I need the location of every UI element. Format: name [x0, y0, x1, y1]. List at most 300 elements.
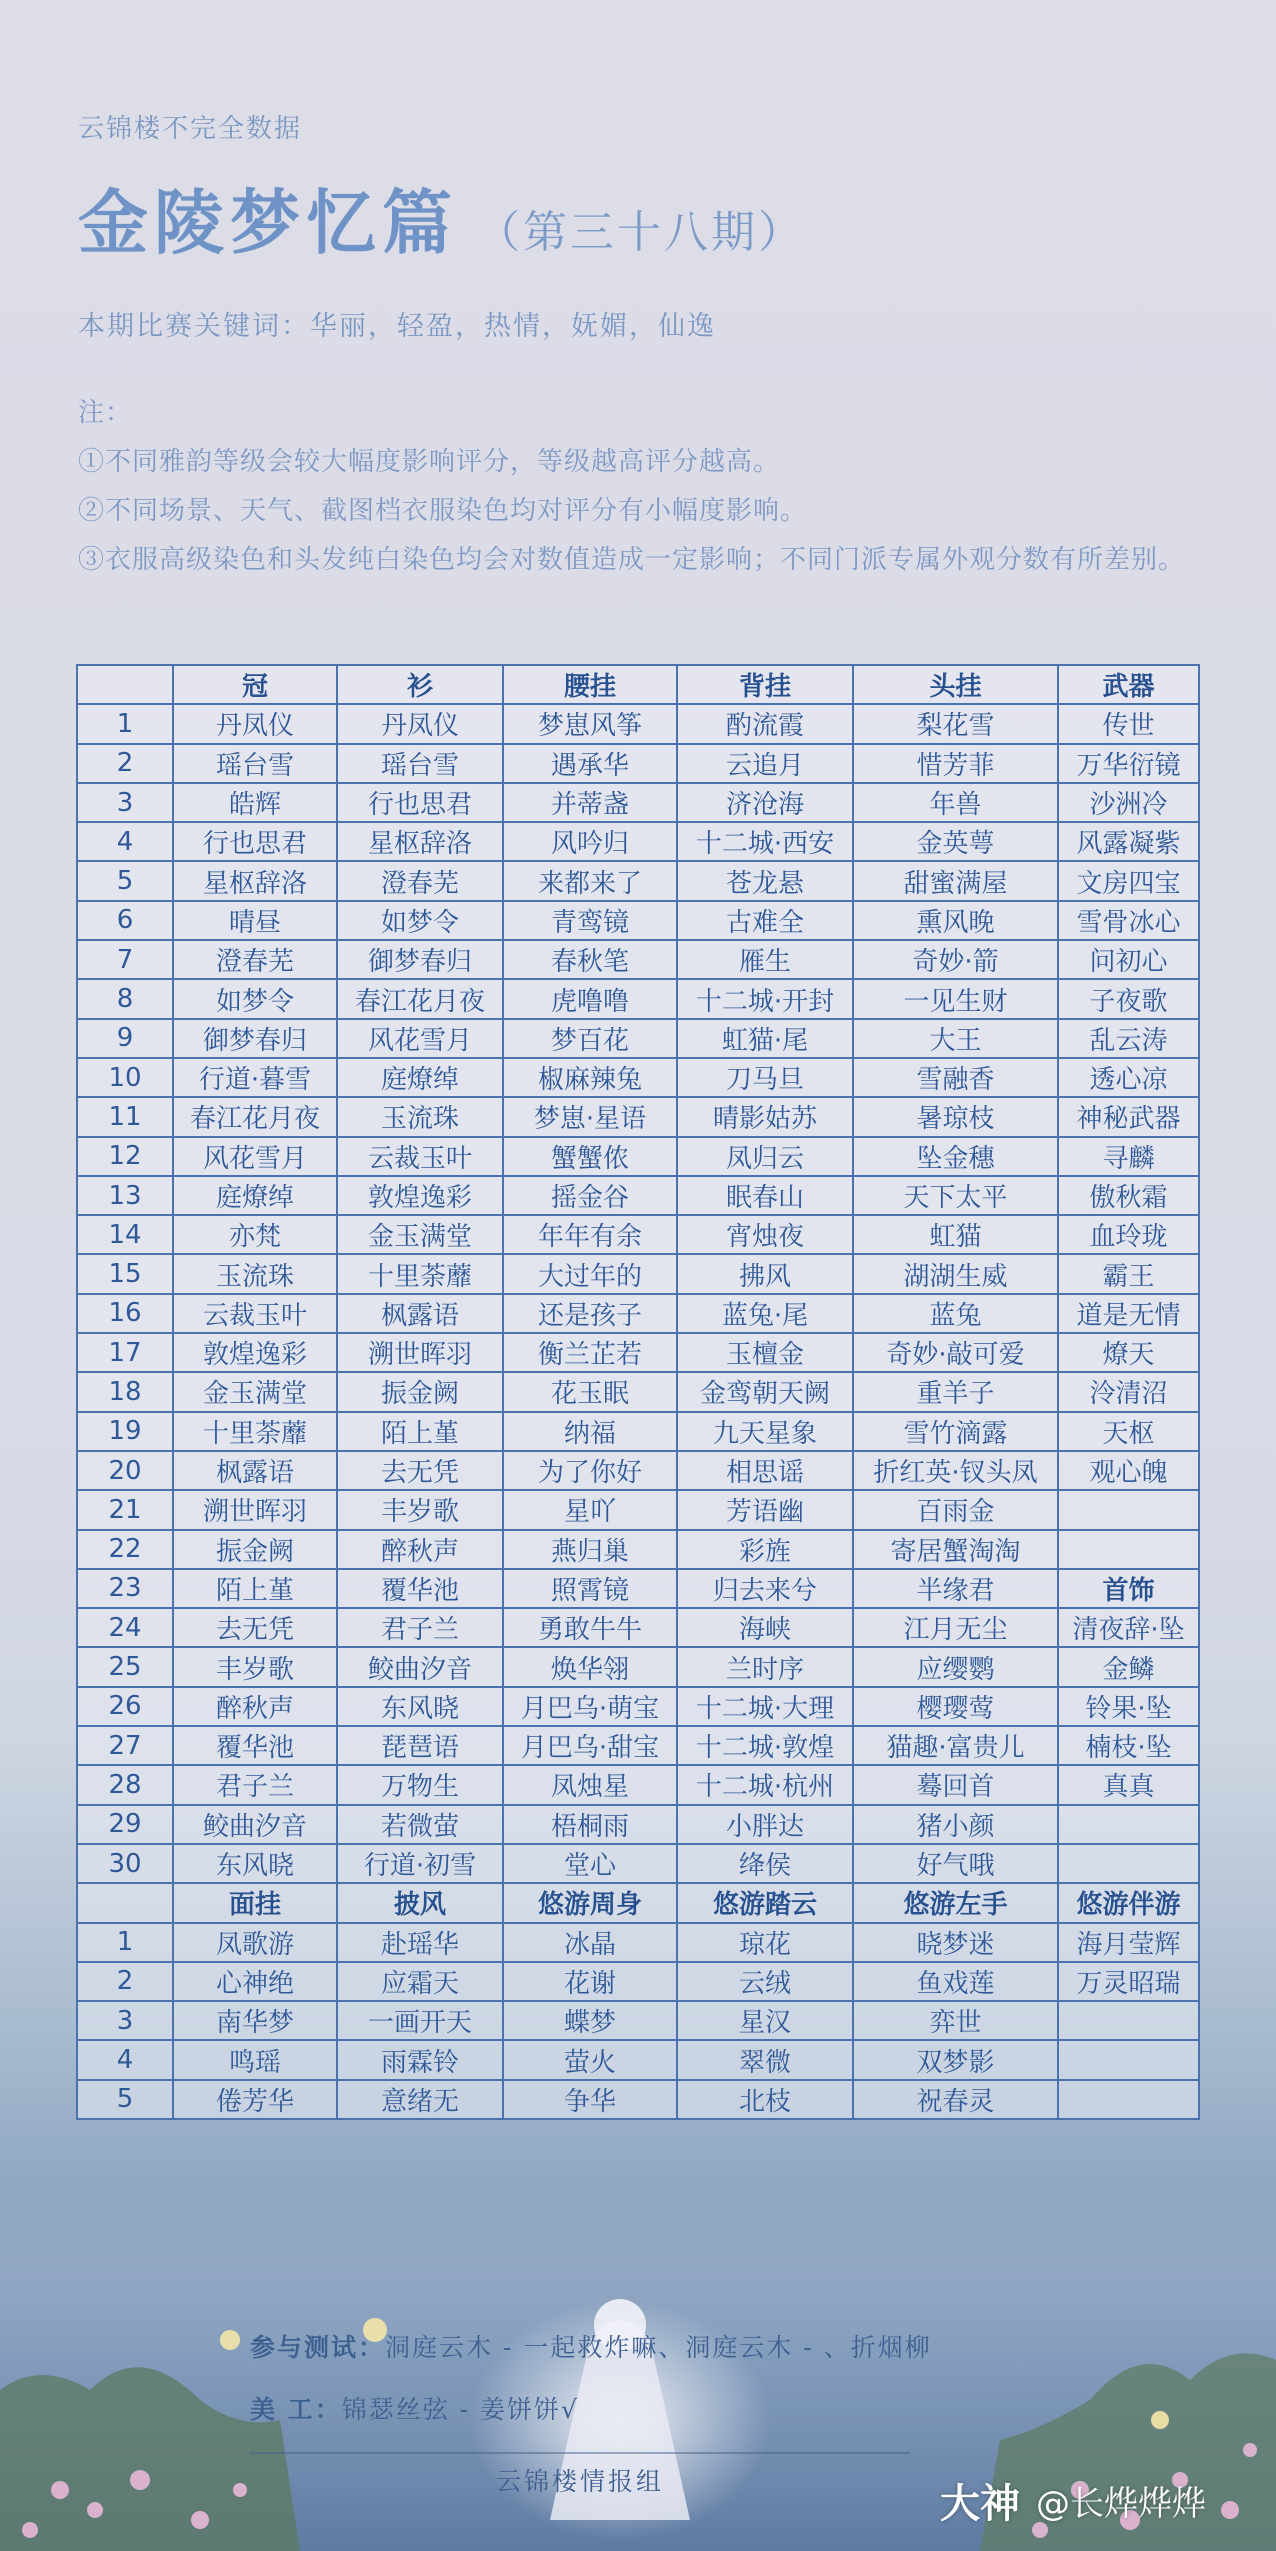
item-cell: 一见生财 — [853, 979, 1058, 1018]
note-item-2: ②不同场景、天气、截图档衣服染色均对评分有小幅度影响。 — [78, 496, 808, 526]
main-table-row — [77, 1687, 1199, 1726]
item-cell: 如梦令 — [173, 979, 337, 1018]
main-table-header-cell: 衫 — [337, 665, 503, 704]
item-cell: 花玉眠 — [503, 1372, 677, 1411]
item-cell: 血玲珑 — [1058, 1215, 1199, 1254]
item-cell: 庭燎绰 — [337, 1058, 503, 1097]
rank-cell: 4 — [77, 822, 173, 861]
item-cell: 金玉满堂 — [173, 1372, 337, 1411]
main-table-row — [77, 704, 1199, 743]
main-table-row — [77, 1097, 1199, 1136]
item-cell: 琵琶语 — [337, 1726, 503, 1765]
item-cell: 风吟归 — [503, 822, 677, 861]
rank-cell: 2 — [77, 744, 173, 783]
item-cell: 天枢 — [1058, 1412, 1199, 1451]
rank-cell: 9 — [77, 1019, 173, 1058]
rank-cell: 25 — [77, 1647, 173, 1686]
item-cell: 道是无情 — [1058, 1294, 1199, 1333]
item-cell: 行也思君 — [173, 822, 337, 861]
item-cell: 蓝兔·尾 — [677, 1294, 853, 1333]
rank-cell: 14 — [77, 1215, 173, 1254]
rank-cell: 21 — [77, 1490, 173, 1529]
item-cell: 问初心 — [1058, 940, 1199, 979]
item-cell: 春秋笔 — [503, 940, 677, 979]
item-cell: 十里荼蘼 — [173, 1412, 337, 1451]
item-cell: 枫露语 — [173, 1451, 337, 1490]
item-cell: 并蒂盏 — [503, 783, 677, 822]
test-credits — [250, 2328, 1070, 2364]
item-cell: 云裁玉叶 — [337, 1137, 503, 1176]
item-cell: 庭燎绰 — [173, 1176, 337, 1215]
item-cell: 古难全 — [677, 901, 853, 940]
item-cell: 十里荼蘼 — [337, 1254, 503, 1293]
rank-cell: 19 — [77, 1412, 173, 1451]
item-cell: 梦崽风筝 — [503, 704, 677, 743]
item-cell: 萤火 — [503, 2040, 677, 2079]
item-cell: 奇妙·箭 — [853, 940, 1058, 979]
item-cell: 覆华池 — [173, 1726, 337, 1765]
rank-cell: 4 — [77, 2040, 173, 2079]
item-cell: 寻麟 — [1058, 1137, 1199, 1176]
rank-cell: 13 — [77, 1176, 173, 1215]
main-table-row — [77, 1137, 1199, 1176]
main-table-row — [77, 744, 1199, 783]
notes-label: 注： — [78, 398, 133, 428]
rank-cell: 23 — [77, 1569, 173, 1608]
item-cell: 星枢辞洛 — [173, 861, 337, 900]
item-cell: 翠微 — [677, 2040, 853, 2079]
extra-table-header-row — [77, 1883, 1199, 1922]
staff-credits-value: 锦瑟丝弦 - 姜饼饼√ — [341, 2395, 579, 2424]
item-cell — [1058, 2001, 1199, 2040]
item-cell: 梦百花 — [503, 1019, 677, 1058]
rank-cell: 8 — [77, 979, 173, 1018]
item-cell: 花谢 — [503, 1962, 677, 2001]
ranking-table-body — [77, 665, 1199, 2119]
item-cell: 月巴乌·甜宝 — [503, 1726, 677, 1765]
item-cell: 金鳞 — [1058, 1647, 1199, 1686]
item-cell: 大过年的 — [503, 1254, 677, 1293]
item-cell: 敦煌逸彩 — [173, 1333, 337, 1372]
item-cell: 椒麻辣兔 — [503, 1058, 677, 1097]
main-table-row — [77, 1412, 1199, 1451]
item-cell: 樱璎莺 — [853, 1687, 1058, 1726]
main-table-header-cell: 背挂 — [677, 665, 853, 704]
item-cell: 酌流霞 — [677, 704, 853, 743]
item-cell: 万华衍镜 — [1058, 744, 1199, 783]
item-cell: 猫趣·富贵儿 — [853, 1726, 1058, 1765]
item-cell: 寄居蟹淘淘 — [853, 1530, 1058, 1569]
item-cell: 凤烛星 — [503, 1765, 677, 1804]
item-cell: 万灵昭瑞 — [1058, 1962, 1199, 2001]
item-cell: 百雨金 — [853, 1490, 1058, 1529]
item-cell: 北枝 — [677, 2080, 853, 2119]
rank-cell: 27 — [77, 1726, 173, 1765]
item-cell: 彩旌 — [677, 1530, 853, 1569]
item-cell: 瑶台雪 — [173, 744, 337, 783]
notes-section — [78, 389, 1218, 585]
page-title: 金陵梦忆篇 — [78, 181, 458, 264]
main-table-row — [77, 1215, 1199, 1254]
item-cell: 振金阙 — [173, 1530, 337, 1569]
main-table-row — [77, 1844, 1199, 1883]
item-cell: 惜芳菲 — [853, 744, 1058, 783]
item-cell: 雪融香 — [853, 1058, 1058, 1097]
item-cell: 绛侯 — [677, 1844, 853, 1883]
item-cell: 云裁玉叶 — [173, 1294, 337, 1333]
item-cell: 君子兰 — [337, 1608, 503, 1647]
item-cell: 大王 — [853, 1019, 1058, 1058]
item-cell: 金玉满堂 — [337, 1215, 503, 1254]
item-cell: 应缨鹦 — [853, 1647, 1058, 1686]
item-cell: 玉檀金 — [677, 1333, 853, 1372]
ranking-table-container — [76, 664, 1198, 2120]
item-cell: 玉流珠 — [337, 1097, 503, 1136]
page-header — [78, 108, 1218, 585]
title-row — [78, 167, 1218, 268]
rank-cell: 7 — [77, 940, 173, 979]
main-table-row — [77, 901, 1199, 940]
item-cell: 晴昼 — [173, 901, 337, 940]
item-cell: 沙洲冷 — [1058, 783, 1199, 822]
platform-watermark — [940, 2472, 1206, 2529]
main-table-header-cell: 腰挂 — [503, 665, 677, 704]
rank-cell: 28 — [77, 1765, 173, 1804]
rank-cell: 16 — [77, 1294, 173, 1333]
item-cell: 晓梦迷 — [853, 1923, 1058, 1962]
item-cell: 青鸾镜 — [503, 901, 677, 940]
main-table-row — [77, 1765, 1199, 1804]
item-cell: 铃果·坠 — [1058, 1687, 1199, 1726]
item-cell: 衡兰芷若 — [503, 1333, 677, 1372]
item-cell: 猪小颜 — [853, 1805, 1058, 1844]
extra-table-header-cell: 披风 — [337, 1883, 503, 1922]
rank-cell: 17 — [77, 1333, 173, 1372]
item-cell: 神秘武器 — [1058, 1097, 1199, 1136]
item-cell: 晴影姑苏 — [677, 1097, 853, 1136]
item-cell: 照霄镜 — [503, 1569, 677, 1608]
item-cell: 倦芳华 — [173, 2080, 337, 2119]
item-cell: 透心凉 — [1058, 1058, 1199, 1097]
item-cell: 云绒 — [677, 1962, 853, 2001]
item-cell: 拂风 — [677, 1254, 853, 1293]
item-cell: 梨花雪 — [853, 704, 1058, 743]
item-cell: 相思谣 — [677, 1451, 853, 1490]
item-cell: 如梦令 — [337, 901, 503, 940]
extra-table-row — [77, 1923, 1199, 1962]
main-table-header-cell: 冠 — [173, 665, 337, 704]
item-cell: 星枢辞洛 — [337, 822, 503, 861]
extra-table-row — [77, 1962, 1199, 2001]
item-cell: 覆华池 — [337, 1569, 503, 1608]
main-table-row — [77, 1530, 1199, 1569]
item-cell: 溯世晖羽 — [337, 1333, 503, 1372]
main-table-row — [77, 1333, 1199, 1372]
item-cell: 醉秋声 — [173, 1687, 337, 1726]
watermark-user: @长烨烨烨 — [1036, 2484, 1206, 2524]
keywords-line: 本期比赛关键词：华丽，轻盈，热情，妩媚，仙逸 — [78, 311, 716, 342]
item-cell: 澄春芜 — [337, 861, 503, 900]
main-table-row — [77, 1805, 1199, 1844]
item-cell: 苍龙悬 — [677, 861, 853, 900]
item-cell: 冰晶 — [503, 1923, 677, 1962]
item-cell: 万物生 — [337, 1765, 503, 1804]
item-cell: 应霜天 — [337, 1962, 503, 2001]
extra-table-row — [77, 2001, 1199, 2040]
item-cell: 蝶梦 — [503, 2001, 677, 2040]
main-table-row — [77, 1254, 1199, 1293]
item-cell: 为了你好 — [503, 1451, 677, 1490]
item-cell: 丹凤仪 — [337, 704, 503, 743]
test-credits-value: 洞庭云木 - 一起救炸嘛、洞庭云木 - 、折烟柳 — [385, 2333, 932, 2362]
item-cell: 东风晓 — [337, 1687, 503, 1726]
item-cell: 梦崽·星语 — [503, 1097, 677, 1136]
item-cell: 甜蜜满屋 — [853, 861, 1058, 900]
extra-table-header-cell: 悠游左手 — [853, 1883, 1058, 1922]
rank-cell: 3 — [77, 2001, 173, 2040]
extra-table-header-cell: 面挂 — [173, 1883, 337, 1922]
item-cell: 澄春芜 — [173, 940, 337, 979]
item-cell: 真真 — [1058, 1765, 1199, 1804]
item-cell: 海月莹辉 — [1058, 1923, 1199, 1962]
item-cell: 兰时序 — [677, 1647, 853, 1686]
main-table-row — [77, 979, 1199, 1018]
main-table-row — [77, 1294, 1199, 1333]
item-cell: 清夜辞·坠 — [1058, 1608, 1199, 1647]
item-cell: 御梦春归 — [173, 1019, 337, 1058]
item-cell: 御梦春归 — [337, 940, 503, 979]
item-cell: 奇妙·敲可爱 — [853, 1333, 1058, 1372]
note-item-1: ①不同雅韵等级会较大幅度影响评分，等级越高评分越高。 — [78, 447, 781, 477]
item-cell: 振金阙 — [337, 1372, 503, 1411]
item-cell: 行道·初雪 — [337, 1844, 503, 1883]
item-cell: 鸣瑶 — [173, 2040, 337, 2079]
item-cell: 意绪无 — [337, 2080, 503, 2119]
item-cell: 泠清沼 — [1058, 1372, 1199, 1411]
item-cell: 十二城·杭州 — [677, 1765, 853, 1804]
main-table-row — [77, 1569, 1199, 1608]
issue-number: （第三十八期） — [476, 207, 805, 258]
item-cell: 年兽 — [853, 783, 1058, 822]
main-table-header-row — [77, 665, 1199, 704]
item-cell: 蟹蟹侬 — [503, 1137, 677, 1176]
item-cell: 海峡 — [677, 1608, 853, 1647]
item-cell: 十二城·开封 — [677, 979, 853, 1018]
item-cell: 坠金穗 — [853, 1137, 1058, 1176]
rank-cell: 18 — [77, 1372, 173, 1411]
rank-cell: 6 — [77, 901, 173, 940]
item-cell — [1058, 2040, 1199, 2079]
rank-cell: 11 — [77, 1097, 173, 1136]
item-cell: 鱼戏莲 — [853, 1962, 1058, 2001]
item-cell — [1058, 2080, 1199, 2119]
item-cell: 好气哦 — [853, 1844, 1058, 1883]
item-cell: 蓦回首 — [853, 1765, 1058, 1804]
test-credits-label: 参与测试： — [250, 2333, 386, 2362]
footer-divider — [250, 2452, 910, 2454]
item-cell: 燕归巢 — [503, 1530, 677, 1569]
item-cell: 春江花月夜 — [337, 979, 503, 1018]
rank-cell: 1 — [77, 704, 173, 743]
item-cell: 赴瑶华 — [337, 1923, 503, 1962]
item-cell: 溯世晖羽 — [173, 1490, 337, 1529]
main-table-header-cell: 武器 — [1058, 665, 1199, 704]
main-table-row — [77, 1608, 1199, 1647]
item-cell: 春江花月夜 — [173, 1097, 337, 1136]
rank-cell: 1 — [77, 1923, 173, 1962]
main-table-row — [77, 1019, 1199, 1058]
item-cell: 宵烛夜 — [677, 1215, 853, 1254]
item-cell — [1058, 1490, 1199, 1529]
item-cell: 虹猫·尾 — [677, 1019, 853, 1058]
item-cell: 枫露语 — [337, 1294, 503, 1333]
item-cell — [1058, 1805, 1199, 1844]
item-cell: 鲛曲汐音 — [173, 1805, 337, 1844]
item-cell: 楠枝·坠 — [1058, 1726, 1199, 1765]
item-cell: 玉流珠 — [173, 1254, 337, 1293]
item-cell: 十二城·西安 — [677, 822, 853, 861]
item-cell: 观心魄 — [1058, 1451, 1199, 1490]
item-cell: 去无凭 — [173, 1608, 337, 1647]
item-cell: 东风晓 — [173, 1844, 337, 1883]
rank-cell: 30 — [77, 1844, 173, 1883]
rank-cell: 2 — [77, 1962, 173, 2001]
item-cell: 霸王 — [1058, 1254, 1199, 1293]
rank-cell: 15 — [77, 1254, 173, 1293]
item-cell: 双梦影 — [853, 2040, 1058, 2079]
item-cell: 勇敢牛牛 — [503, 1608, 677, 1647]
rank-cell: 3 — [77, 783, 173, 822]
extra-table-header-cell — [77, 1883, 173, 1922]
item-cell: 皓辉 — [173, 783, 337, 822]
item-cell: 燎天 — [1058, 1333, 1199, 1372]
item-cell: 暑琼枝 — [853, 1097, 1058, 1136]
item-cell: 传世 — [1058, 704, 1199, 743]
item-cell: 纳福 — [503, 1412, 677, 1451]
item-cell: 鲛曲汐音 — [337, 1647, 503, 1686]
main-table-row — [77, 940, 1199, 979]
item-cell: 来都来了 — [503, 861, 677, 900]
item-cell: 陌上堇 — [173, 1569, 337, 1608]
item-cell: 济沧海 — [677, 783, 853, 822]
main-table-header-cell: 头挂 — [853, 665, 1058, 704]
main-table-row — [77, 1490, 1199, 1529]
item-cell: 十二城·大理 — [677, 1687, 853, 1726]
staff-credits-label: 美 工： — [250, 2395, 342, 2424]
main-table-row — [77, 861, 1199, 900]
item-cell: 摇金谷 — [503, 1176, 677, 1215]
page-subtitle: 云锦楼不完全数据 — [78, 114, 303, 144]
item-cell: 月巴乌·萌宝 — [503, 1687, 677, 1726]
item-cell: 云追月 — [677, 744, 853, 783]
item-cell: 丰岁歌 — [173, 1647, 337, 1686]
item-cell: 九天星象 — [677, 1412, 853, 1451]
rank-cell: 5 — [77, 861, 173, 900]
item-cell: 行道·暮雪 — [173, 1058, 337, 1097]
item-cell: 还是孩子 — [503, 1294, 677, 1333]
item-cell: 祝春灵 — [853, 2080, 1058, 2119]
item-cell: 梧桐雨 — [503, 1805, 677, 1844]
item-cell: 风露凝紫 — [1058, 822, 1199, 861]
rank-cell: 20 — [77, 1451, 173, 1490]
item-cell: 若微萤 — [337, 1805, 503, 1844]
item-cell: 亦梵 — [173, 1215, 337, 1254]
item-cell: 丹凤仪 — [173, 704, 337, 743]
item-cell: 首饰 — [1058, 1569, 1199, 1608]
main-table-row — [77, 783, 1199, 822]
extra-table-row — [77, 2040, 1199, 2079]
main-table-row — [77, 1176, 1199, 1215]
item-cell: 雨霖铃 — [337, 2040, 503, 2079]
item-cell — [1058, 1844, 1199, 1883]
item-cell: 堂心 — [503, 1844, 677, 1883]
item-cell: 傲秋霜 — [1058, 1176, 1199, 1215]
rank-cell: 29 — [77, 1805, 173, 1844]
main-table-row — [77, 1647, 1199, 1686]
item-cell: 蓝兔 — [853, 1294, 1058, 1333]
item-cell: 芳语幽 — [677, 1490, 853, 1529]
item-cell: 南华梦 — [173, 2001, 337, 2040]
item-cell: 湖湖生威 — [853, 1254, 1058, 1293]
item-cell: 半缘君 — [853, 1569, 1058, 1608]
item-cell: 文房四宝 — [1058, 861, 1199, 900]
item-cell: 江月无尘 — [853, 1608, 1058, 1647]
extra-table-header-cell: 悠游周身 — [503, 1883, 677, 1922]
item-cell: 风花雪月 — [337, 1019, 503, 1058]
item-cell: 一画开天 — [337, 2001, 503, 2040]
main-table-row — [77, 822, 1199, 861]
item-cell: 眠春山 — [677, 1176, 853, 1215]
item-cell: 虎噜噜 — [503, 979, 677, 1018]
item-cell: 瑶台雪 — [337, 744, 503, 783]
item-cell: 行也思君 — [337, 783, 503, 822]
item-cell: 金英萼 — [853, 822, 1058, 861]
item-cell: 遇承华 — [503, 744, 677, 783]
item-cell: 天下太平 — [853, 1176, 1058, 1215]
item-cell: 弈世 — [853, 2001, 1058, 2040]
main-table-row — [77, 1726, 1199, 1765]
item-cell: 折红英·钗头凤 — [853, 1451, 1058, 1490]
item-cell: 陌上堇 — [337, 1412, 503, 1451]
item-cell: 心神绝 — [173, 1962, 337, 2001]
extra-table-header-cell: 悠游踏云 — [677, 1883, 853, 1922]
watermark-brand: 大神 — [940, 2481, 1020, 2527]
signature: 云锦楼情报组 — [495, 2467, 664, 2496]
item-cell: 敦煌逸彩 — [337, 1176, 503, 1215]
item-cell: 归去来兮 — [677, 1569, 853, 1608]
rank-cell: 12 — [77, 1137, 173, 1176]
item-cell: 星吖 — [503, 1490, 677, 1529]
main-table-row — [77, 1451, 1199, 1490]
rank-cell: 5 — [77, 2080, 173, 2119]
item-cell: 重羊子 — [853, 1372, 1058, 1411]
item-cell: 丰岁歌 — [337, 1490, 503, 1529]
rank-cell: 24 — [77, 1608, 173, 1647]
extra-table-row — [77, 2080, 1199, 2119]
item-cell: 凤歌游 — [173, 1923, 337, 1962]
item-cell: 雁生 — [677, 940, 853, 979]
item-cell: 年年有余 — [503, 1215, 677, 1254]
staff-credits — [250, 2390, 1070, 2426]
item-cell: 凤归云 — [677, 1137, 853, 1176]
item-cell: 乱云涛 — [1058, 1019, 1199, 1058]
main-table-row — [77, 1372, 1199, 1411]
item-cell: 君子兰 — [173, 1765, 337, 1804]
item-cell: 子夜歌 — [1058, 979, 1199, 1018]
item-cell: 去无凭 — [337, 1451, 503, 1490]
item-cell — [1058, 1530, 1199, 1569]
main-table-header-cell — [77, 665, 173, 704]
